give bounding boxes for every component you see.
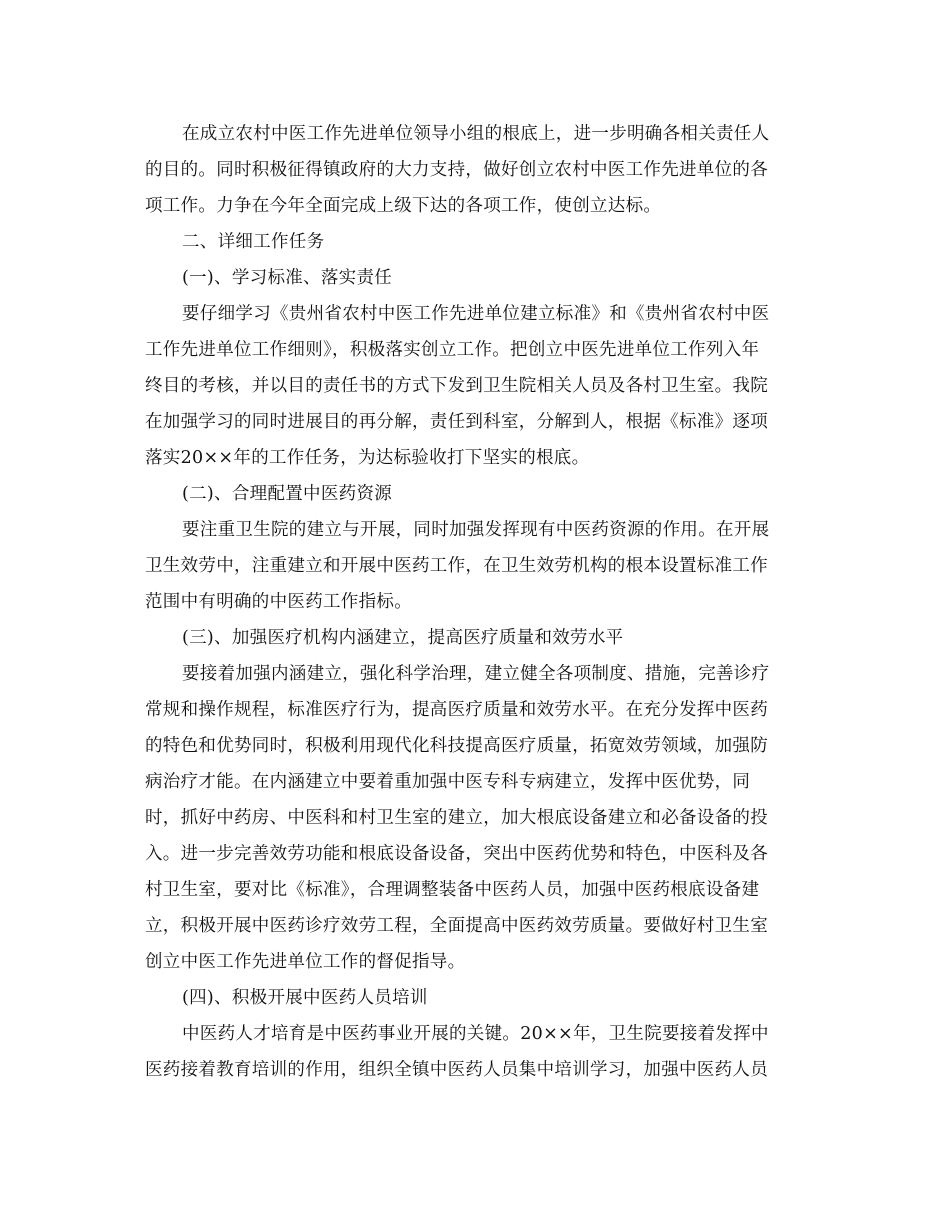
- text-line: 在成立农村中医工作先进单位领导小组的根底上，进一步明确各相关责任人: [182, 124, 770, 144]
- text-line: 病治疗才能。在内涵建立中要着重加强中医专科专病建立，发挥中医优势，同: [145, 772, 751, 792]
- text-line: 中医药人才培育是中医药事业开展的关键。20××年，卫生院要接着发挥中: [182, 1024, 769, 1044]
- text-line: 村卫生室，要对比《标准》，合理调整装备中医药人员，加强中医药根底设备建: [145, 880, 760, 900]
- subsection-heading: (四)、积极开展中医药人员培训: [182, 988, 428, 1008]
- text-line: 常规和操作规程，标准医疗行为，提高医疗质量和效劳水平。在充分发挥中医药: [145, 700, 768, 720]
- text-line: 要注重卫生院的建立与开展，同时加强发挥现有中医药资源的作用。在开展: [182, 520, 770, 540]
- text-line: 卫生效劳中，注重建立和开展中医药工作，在卫生效劳机构的根本设置标准工作: [145, 556, 768, 576]
- text-line: 范围中有明确的中医药工作指标。: [145, 592, 412, 612]
- document-body: [145, 116, 805, 1088]
- text-line: 工作先进单位工作细则》，积极落实创立工作。把创立中医先进单位工作列入年: [145, 340, 760, 360]
- text-line: 项工作。力争在今年全面完成上级下达的各项工作，使创立达标。: [145, 196, 662, 216]
- text-line: 在加强学习的同时进展目的再分解，责任到科室，分解到人，根据《标准》逐项: [145, 412, 768, 432]
- text-line: 入。进一步完善效劳功能和根底设备设备，突出中医药优势和特色，中医科及各: [145, 844, 768, 864]
- text-line: 时，抓好中药房、中医科和村卫生室的建立，加大根底设备建立和必备设备的投: [145, 808, 768, 828]
- subsection-heading: (三)、加强医疗机构内涵建立，提高医疗质量和效劳水平: [182, 628, 624, 648]
- text-line: 的特色和优势同时，积极利用现代化科技提高医疗质量，拓宽效劳领域，加强防: [145, 736, 768, 756]
- text-line: 要仔细学习《贵州省农村中医工作先进单位建立标准》和《贵州省农村中医: [182, 304, 770, 324]
- subsection-heading: (二)、合理配置中医药资源: [182, 484, 393, 504]
- text-line: 医药接着教育培训的作用，组织全镇中医药人员集中培训学习，加强中医药人员: [145, 1060, 768, 1080]
- text-line: 落实20××年的工作任务，为达标验收打下坚实的根底。: [145, 448, 590, 468]
- subsection-heading: (一)、学习标准、落实责任: [182, 268, 393, 288]
- text-line: 创立中医工作先进单位工作的督促指导。: [145, 952, 466, 972]
- text-line: 要接着加强内涵建立，强化科学治理，建立健全各项制度、措施，完善诊疗: [182, 664, 770, 684]
- text-line: 的目的。同时积极征得镇政府的大力支持，做好创立农村中医工作先进单位的各: [145, 160, 768, 180]
- text-line: 终目的考核，并以目的责任书的方式下发到卫生院相关人员及各村卫生室。我院: [145, 376, 768, 396]
- text-line: 立，积极开展中医药诊疗效劳工程，全面提高中医药效劳质量。要做好村卫生室: [145, 916, 768, 936]
- section-heading: 二、详细工作任务: [182, 232, 325, 252]
